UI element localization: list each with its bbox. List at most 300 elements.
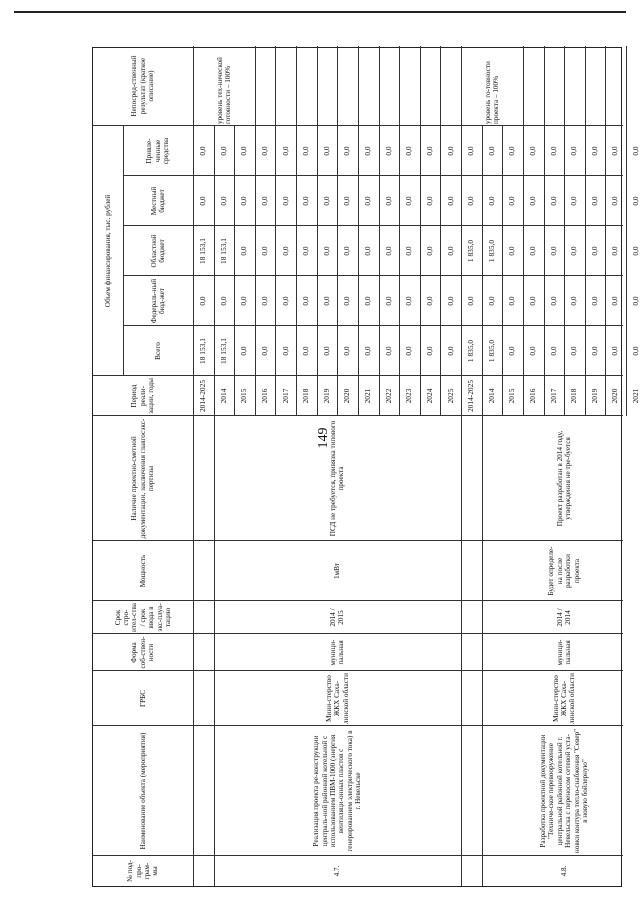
cell-regional-text: 18 153,1: [218, 238, 228, 264]
cell-regional-text: 0,0: [528, 246, 537, 256]
page-number: 149: [316, 427, 331, 449]
cell-regional: [626, 228, 640, 274]
cell-federal: [585, 278, 606, 324]
cell-year: [193, 378, 214, 414]
cell-federal: [296, 278, 317, 324]
object-name-text: Разработка проектной документации "Техниче-ское перевооружение центральной районной котельной г. Невельска с переносом сетевой уста-новки контура тепло-снабжения "Север" в новую бойлерную": [538, 728, 589, 854]
cell-regional-text: 0,0: [321, 246, 331, 256]
cell-other-text: 0,0: [280, 146, 290, 156]
cell-year: [502, 378, 523, 414]
cell-total-text: 0,0: [631, 346, 640, 356]
object-num: [214, 858, 461, 884]
cell-other-text: 0,0: [404, 146, 414, 156]
cell-federal: [523, 278, 544, 324]
cell-other: [461, 128, 482, 174]
object-capacity-text: 1мВт: [333, 562, 342, 580]
row-line: [523, 46, 524, 126]
object-ownership: [482, 636, 640, 669]
cell-regional-text: 0,0: [383, 246, 393, 256]
cell-total: [420, 328, 441, 374]
cell-other-text: 0,0: [507, 146, 517, 156]
cell-local-text: 0,0: [404, 196, 414, 206]
cell-regional: [523, 228, 544, 274]
cell-total: [317, 328, 338, 374]
cell-other-text: 0,0: [466, 146, 476, 156]
cell-total-text: 18 153,1: [218, 338, 228, 364]
cell-regional-text: 0,0: [363, 246, 373, 256]
cell-federal-text: 0,0: [342, 296, 352, 306]
cell-other-text: 0,0: [486, 146, 496, 156]
cell-federal-text: 0,0: [486, 296, 496, 306]
cell-total: [544, 328, 565, 374]
cell-total-text: 0,0: [569, 346, 579, 356]
header-regional-text: Областной бюджет: [149, 234, 166, 268]
cell-other-text: 0,0: [198, 146, 208, 156]
cell-local: [523, 178, 544, 224]
object-result: [461, 48, 523, 124]
cell-local-text: 0,0: [548, 196, 558, 206]
cell-other-text: 0,0: [342, 146, 352, 156]
cell-other: [255, 128, 276, 174]
cell-local-text: 0,0: [424, 196, 434, 206]
cell-total: [440, 328, 461, 374]
cell-year: [585, 378, 606, 414]
cell-total: [234, 328, 255, 374]
cell-local: [420, 178, 441, 224]
cell-local-text: 0,0: [363, 196, 373, 206]
object-result-text: уровень го-товности проекта – 100%: [483, 61, 500, 124]
cell-federal: [193, 278, 214, 324]
cell-federal-text: 0,0: [424, 296, 434, 306]
cell-other: [317, 128, 338, 174]
object-deadline: [214, 603, 461, 632]
cell-federal-text: 0,0: [198, 296, 208, 306]
column-line: [93, 540, 623, 541]
cell-year: [482, 378, 503, 414]
cell-regional-text: 1 835,0: [466, 239, 476, 263]
object-ownership-text: муници-пальная: [555, 639, 573, 666]
cell-federal-text: 0,0: [383, 296, 393, 306]
column-line: [123, 225, 623, 226]
cell-total-text: 0,0: [589, 346, 599, 356]
header-regional: [123, 228, 193, 274]
cell-federal-text: 0,0: [466, 296, 476, 306]
cell-year-text: 2019: [589, 388, 599, 404]
cell-total-text: 0,0: [610, 346, 620, 356]
column-line: [93, 725, 623, 726]
cell-local: [626, 178, 640, 224]
object-name: [482, 728, 640, 854]
cell-other: [626, 128, 640, 174]
cell-federal-text: 0,0: [528, 296, 537, 306]
cell-other: [420, 128, 441, 174]
header-grbs: [93, 673, 193, 724]
row-line: [626, 46, 627, 126]
cell-other-text: 0,0: [569, 146, 579, 156]
cell-federal-text: 0,0: [507, 296, 517, 306]
cell-other-text: 0,0: [383, 146, 393, 156]
header-result-text: Непосред-ственный результат (краткое описание): [130, 55, 156, 117]
cell-federal: [255, 278, 276, 324]
cell-total: [255, 328, 276, 374]
cell-total-text: 0,0: [507, 346, 517, 356]
cell-year: [275, 378, 296, 414]
cell-year-text: 2018: [569, 388, 579, 404]
cell-local: [461, 178, 482, 224]
cell-total-text: 0,0: [321, 346, 331, 356]
cell-year-text: 2017: [280, 388, 290, 404]
cell-other-text: 0,0: [321, 146, 331, 156]
cell-year-text: 2016: [259, 388, 269, 404]
cell-year: [358, 378, 379, 414]
rotated-table-frame: [92, 47, 640, 887]
cell-regional-text: 0,0: [507, 246, 517, 256]
cell-federal-text: 0,0: [301, 296, 311, 306]
cell-local-text: 0,0: [198, 196, 208, 206]
cell-local-text: 0,0: [569, 196, 579, 206]
cell-year-text: 2014-2025: [198, 379, 208, 413]
cell-total: [275, 328, 296, 374]
cell-local-text: 0,0: [589, 196, 599, 206]
cell-regional-text: 0,0: [424, 246, 434, 256]
cell-year-text: 2021: [631, 388, 640, 404]
cell-other-text: 0,0: [548, 146, 558, 156]
cell-year: [255, 378, 276, 414]
row-line: [214, 416, 215, 886]
header-ownership: [93, 636, 193, 669]
cell-year-text: 2015: [239, 388, 249, 404]
cell-local-text: 0,0: [321, 196, 331, 206]
cell-local: [605, 178, 626, 224]
cell-local: [296, 178, 317, 224]
row-line: [399, 46, 400, 126]
cell-federal: [461, 278, 482, 324]
cell-regional: [358, 228, 379, 274]
object-grbs: [482, 673, 640, 724]
cell-local: [275, 178, 296, 224]
cell-other-text: 0,0: [445, 146, 455, 156]
cell-local-text: 0,0: [610, 196, 620, 206]
object-capacity: [214, 543, 461, 599]
cell-regional: [440, 228, 461, 274]
cell-regional: [585, 228, 606, 274]
cell-total: [214, 328, 235, 374]
cell-total-text: 0,0: [342, 346, 352, 356]
cell-total: [193, 328, 214, 374]
cell-federal: [502, 278, 523, 324]
cell-local: [482, 178, 503, 224]
cell-federal: [544, 278, 565, 324]
cell-year: [605, 378, 626, 414]
object-result: [193, 48, 255, 124]
cell-year-text: 2025: [445, 388, 455, 404]
cell-year-text: 2016: [528, 388, 537, 404]
cell-local-text: 0,0: [631, 196, 640, 206]
cell-regional: [234, 228, 255, 274]
cell-regional-text: 0,0: [589, 246, 599, 256]
cell-regional-text: 1 835,0: [486, 239, 496, 263]
object-num-text: 4.7.: [333, 865, 342, 877]
cell-local-text: 0,0: [507, 196, 517, 206]
cell-local-text: 0,0: [342, 196, 352, 206]
cell-regional-text: 0,0: [259, 246, 269, 256]
cell-other: [605, 128, 626, 174]
header-funding: [93, 128, 123, 374]
cell-federal-text: 0,0: [589, 296, 599, 306]
cell-total-text: 0,0: [424, 346, 434, 356]
object-deadline-text: 2014 / 2014: [555, 608, 573, 627]
cell-regional: [193, 228, 214, 274]
cell-other: [502, 128, 523, 174]
cell-year: [564, 378, 585, 414]
cell-federal: [337, 278, 358, 324]
cell-local-text: 0,0: [445, 196, 455, 206]
object-ownership-text: муници-пальная: [328, 639, 346, 666]
cell-other-text: 0,0: [589, 146, 599, 156]
header-num: [93, 858, 193, 884]
cell-local: [585, 178, 606, 224]
cell-federal: [626, 278, 640, 324]
cell-federal: [564, 278, 585, 324]
cell-total-text: 0,0: [301, 346, 311, 356]
cell-local: [193, 178, 214, 224]
header-grbs-text: ГРБС: [138, 689, 147, 708]
cell-other: [275, 128, 296, 174]
header-other: [123, 128, 193, 174]
cell-other-text: 0,0: [631, 146, 640, 156]
cell-federal-text: 0,0: [363, 296, 373, 306]
cell-local: [502, 178, 523, 224]
cell-local: [379, 178, 400, 224]
cell-regional-text: 0,0: [280, 246, 290, 256]
cell-total-text: 0,0: [445, 346, 455, 356]
object-psd-text: ПСД не требуется, привязка типового проекта: [328, 420, 346, 537]
cell-year: [440, 378, 461, 414]
cell-year: [626, 378, 640, 414]
cell-regional: [399, 228, 420, 274]
cell-year: [379, 378, 400, 414]
cell-other: [379, 128, 400, 174]
object-psd: [214, 418, 461, 539]
cell-total-text: 0,0: [239, 346, 249, 356]
cell-regional-text: 0,0: [239, 246, 249, 256]
cell-total-text: 0,0: [363, 346, 373, 356]
object-result-text: уровень тех-нической готовности – 100%: [215, 57, 232, 124]
header-local-text: Местный бюджет: [149, 186, 166, 216]
object-deadline: [482, 603, 640, 632]
cell-year-text: 2017: [548, 388, 558, 404]
cell-federal: [440, 278, 461, 324]
cell-federal: [399, 278, 420, 324]
cell-regional: [420, 228, 441, 274]
row-line: [564, 46, 565, 126]
object-grbs: [214, 673, 461, 724]
cell-year: [461, 378, 482, 414]
cell-regional-text: 0,0: [301, 246, 311, 256]
cell-other-text: 0,0: [259, 146, 269, 156]
cell-year-text: 2023: [404, 388, 414, 404]
cell-regional: [482, 228, 503, 274]
cell-year: [420, 378, 441, 414]
cell-total: [585, 328, 606, 374]
header-capacity-text: Мощность: [138, 554, 147, 588]
cell-federal: [482, 278, 503, 324]
cell-other-text: 0,0: [610, 146, 620, 156]
cell-other: [296, 128, 317, 174]
cell-other: [564, 128, 585, 174]
cell-other-text: 0,0: [528, 146, 537, 156]
row-line: [420, 46, 421, 126]
cell-total: [605, 328, 626, 374]
cell-local-text: 0,0: [239, 196, 249, 206]
cell-local-text: 0,0: [280, 196, 290, 206]
object-ownership: [214, 636, 461, 669]
cell-other-text: 0,0: [301, 146, 311, 156]
header-federal-text: Федераль-ный бюд-жет: [149, 278, 166, 324]
cell-regional-text: 0,0: [548, 246, 558, 256]
row-line: [296, 46, 297, 126]
object-name: [214, 728, 461, 854]
row-line: [379, 46, 380, 126]
header-federal: [123, 278, 193, 324]
cell-local: [399, 178, 420, 224]
cell-other: [482, 128, 503, 174]
column-line: [93, 600, 623, 601]
header-total: [123, 328, 193, 374]
cell-local: [337, 178, 358, 224]
header-period: [93, 378, 193, 414]
cell-total: [399, 328, 420, 374]
cell-federal-text: 0,0: [218, 296, 228, 306]
cell-local: [255, 178, 276, 224]
header-funding-text: Объем финансирования, тыс. рублей: [103, 194, 112, 308]
cell-regional-text: 18 153,1: [198, 238, 208, 264]
cell-other: [523, 128, 544, 174]
cell-other: [358, 128, 379, 174]
cell-federal: [234, 278, 255, 324]
cell-total-text: 0,0: [548, 346, 558, 356]
cell-year-text: 2014: [218, 388, 228, 404]
cell-total: [358, 328, 379, 374]
cell-year: [234, 378, 255, 414]
column-line: [93, 855, 623, 856]
cell-regional: [502, 228, 523, 274]
header-ownership-text: Форма соб-ствен-ности: [130, 636, 156, 669]
cell-total: [461, 328, 482, 374]
cell-regional: [379, 228, 400, 274]
cell-year-text: 2014-2025: [466, 379, 476, 413]
object-num: [482, 858, 640, 884]
cell-other: [585, 128, 606, 174]
cell-federal-text: 0,0: [280, 296, 290, 306]
cell-local: [358, 178, 379, 224]
cell-regional-text: 0,0: [569, 246, 579, 256]
cell-regional-text: 0,0: [342, 246, 352, 256]
cell-year: [399, 378, 420, 414]
cell-local-text: 0,0: [466, 196, 476, 206]
cell-other: [214, 128, 235, 174]
cell-federal: [420, 278, 441, 324]
cell-regional: [296, 228, 317, 274]
header-psd: [93, 418, 193, 539]
row-line: [275, 46, 276, 126]
cell-year-text: 2019: [321, 388, 331, 404]
object-psd-text: Проект разработан в 2014 году, утверждения не тре-буется: [555, 430, 573, 527]
header-name: [93, 728, 193, 854]
cell-total: [296, 328, 317, 374]
cell-regional: [255, 228, 276, 274]
cell-federal: [358, 278, 379, 324]
cell-regional: [275, 228, 296, 274]
cell-total-text: 0,0: [280, 346, 290, 356]
cell-year-text: 2020: [342, 388, 352, 404]
cell-federal-text: 0,0: [321, 296, 331, 306]
cell-regional: [605, 228, 626, 274]
cell-local-text: 0,0: [528, 196, 537, 206]
cell-year-text: 2024: [424, 388, 434, 404]
cell-year: [337, 378, 358, 414]
cell-year: [214, 378, 235, 414]
cell-total-text: 18 153,1: [198, 338, 208, 364]
cell-federal-text: 0,0: [610, 296, 620, 306]
row-line: [255, 46, 256, 126]
cell-total-text: 0,0: [528, 346, 537, 356]
cell-other-text: 0,0: [239, 146, 249, 156]
cell-year: [544, 378, 565, 414]
object-capacity: [482, 543, 640, 599]
cell-regional-text: 0,0: [404, 246, 414, 256]
cell-year-text: 2018: [301, 388, 311, 404]
header-total-text: Всего: [153, 342, 162, 360]
header-other-text: Привле-ченные средства: [145, 137, 171, 165]
cell-other: [234, 128, 255, 174]
header-local: [123, 178, 193, 224]
column-line: [93, 670, 623, 671]
cell-total: [502, 328, 523, 374]
cell-regional: [214, 228, 235, 274]
cell-year: [317, 378, 338, 414]
cell-total-text: 0,0: [259, 346, 269, 356]
cell-other: [399, 128, 420, 174]
top-rule: [14, 11, 626, 13]
cell-year-text: 2015: [507, 388, 517, 404]
cell-regional: [564, 228, 585, 274]
header-deadline: [93, 603, 193, 632]
object-psd: [482, 418, 640, 539]
row-line: [317, 46, 318, 126]
cell-total: [482, 328, 503, 374]
cell-total: [564, 328, 585, 374]
cell-federal: [379, 278, 400, 324]
cell-federal-text: 0,0: [569, 296, 579, 306]
cell-year-text: 2014: [486, 388, 496, 404]
cell-year-text: 2022: [383, 388, 393, 404]
object-grbs-text: Мини-стерство ЖКХ Саха-линской области: [551, 673, 577, 724]
cell-other-text: 0,0: [218, 146, 228, 156]
cell-regional-text: 0,0: [445, 246, 455, 256]
cell-regional: [317, 228, 338, 274]
object-capacity-text: Будет определе-на после разработки проекта: [547, 546, 581, 596]
cell-other: [544, 128, 565, 174]
cell-local-text: 0,0: [486, 196, 496, 206]
cell-federal: [214, 278, 235, 324]
cell-federal: [275, 278, 296, 324]
cell-total-text: 1 835,0: [466, 339, 476, 363]
cell-total-text: 0,0: [404, 346, 414, 356]
row-line: [482, 416, 483, 886]
cell-local: [564, 178, 585, 224]
cell-federal-text: 0,0: [239, 296, 249, 306]
